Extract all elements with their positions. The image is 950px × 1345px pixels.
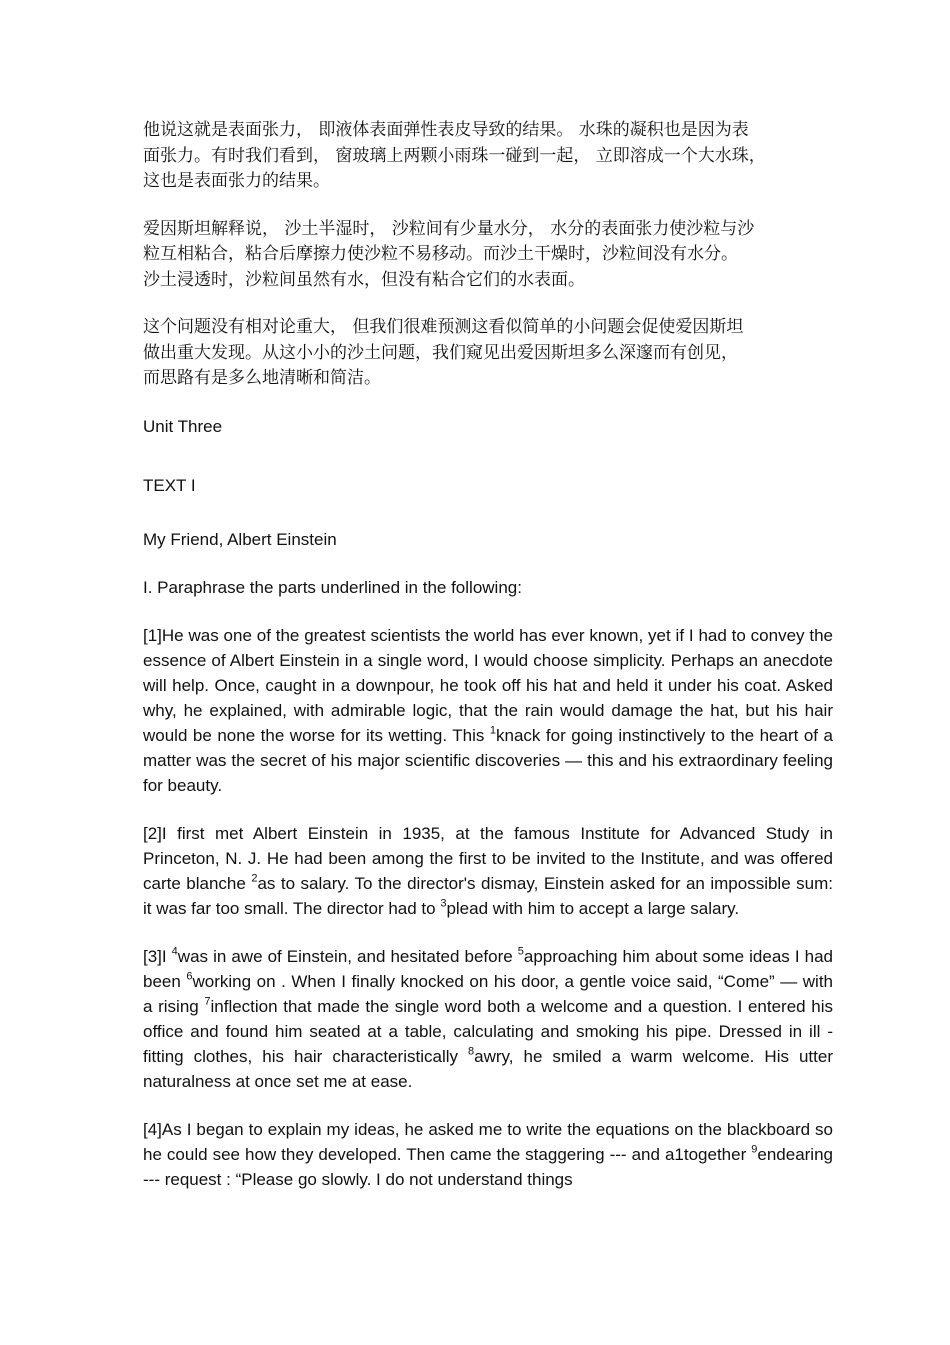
exercise-instruction: I. Paraphrase the parts underlined in the following: xyxy=(143,577,522,597)
footnote-marker: 9 xyxy=(751,1142,758,1155)
paragraph-3 xyxy=(143,944,833,1094)
unit-title: Unit Three xyxy=(143,416,223,436)
chinese-paragraph-3 xyxy=(143,315,833,392)
text-line: 粒互相粘合，粘合后摩擦力使沙粒不易移动。而沙土干燥时，沙粒间没有水分。 xyxy=(143,244,738,264)
paragraph-2 xyxy=(143,821,833,921)
chinese-paragraph-2 xyxy=(143,217,833,294)
paragraph-text: [2]I first met Albert Einstein in 1935, at the famous Institute for Advanced Study in Princeton, N. J. He had been among the first to be invited to the Institute, and was offered carte blanche xyxy=(143,823,833,893)
text-line: 爱因斯坦解释说， 沙土半湿时， 沙粒间有少量水分， 水分的表面张力使沙粒与沙 xyxy=(143,218,755,239)
footnote-marker: 1 xyxy=(489,723,497,736)
footnote-marker: 6 xyxy=(186,969,193,982)
footnote-marker: 2 xyxy=(251,871,258,884)
text-label: TEXT I xyxy=(143,475,196,495)
text-line: 这也是表面张力的结果。 xyxy=(143,171,330,191)
document-page xyxy=(143,118,833,1215)
text-line: 他说这就是表面张力， 即液体表面弹性表皮导致的结果。 水珠的凝积也是因为表 xyxy=(143,120,749,140)
paragraph-text: [1]He was one of the greatest scientists the world has ever known, yet if I had to convey the essence of Albert Einstein in a single word, I would choose simplicity. Perhaps an anecdote will help. Once, caught in a downpour, he took off his hat and held it under his coat. Asked why, he explained, with admirable logic, that the rain would damage the hat, but his hair would be none the worse for its wetting. This xyxy=(143,625,833,745)
paragraph-text: [3]I xyxy=(143,946,172,966)
paragraph-text: working on . When I finally knocked on his door, a gentle voice said, “Come” — with a rising xyxy=(143,971,834,1016)
footnote-marker: 3 xyxy=(440,896,447,909)
paragraph-text: awry, he smiled a warm welcome. His utter naturalness at once set me at ease. xyxy=(143,1046,833,1091)
paragraph-text: approaching him about some ideas I had been xyxy=(143,946,833,991)
paragraph-1 xyxy=(143,623,833,798)
chinese-paragraph-1 xyxy=(143,118,833,195)
footnote-marker: 4 xyxy=(171,944,178,957)
text-line: 这个问题没有相对论重大， 但我们很难预测这看似简单的小问题会促使爱因斯坦 xyxy=(143,317,744,337)
text-line: 面张力。有时我们看到， 窗玻璃上两颗小雨珠一碰到一起， 立即溶成一个大水珠， xyxy=(143,145,766,166)
footnote-marker: 8 xyxy=(468,1044,475,1057)
paragraph-text: [4]As I began to explain my ideas, he asked me to write the equations on the blackboard so he could see how they developed. Then came the staggering --- and a1together xyxy=(143,1119,833,1164)
paragraph-4 xyxy=(143,1117,833,1192)
paragraph-text: plead with him to accept a large salary. xyxy=(446,898,740,918)
paragraph-text: was in awe of Einstein, and hesitated before xyxy=(177,946,518,966)
paragraph-text: as to salary. To the director's dismay, Einstein asked for an impossible sum: it was far too small. The director had to xyxy=(143,873,833,918)
paragraph-text: endearing --- request : “Please go slowly. I do not understand things xyxy=(143,1144,833,1189)
text-line: 而思路有是多么地清晰和简洁。 xyxy=(143,368,381,388)
text-line: 沙土浸透时，沙粒间虽然有水，但没有粘合它们的水表面。 xyxy=(143,269,585,290)
paragraph-text: inflection that made the single word both a welcome and a question. I entered his office and found him seated at a table, calculating and smoking his pipe. Dressed in ill - fitting clothes, his hair characteristically xyxy=(143,996,833,1066)
article-title: My Friend, Albert Einstein xyxy=(143,529,337,549)
footnote-marker: 5 xyxy=(517,944,524,957)
text-line: 做出重大发现。从这小小的沙土问题，我们窥见出爱因斯坦多么深邃而有创见， xyxy=(143,342,738,363)
paragraph-text: knack for going instinctively to the heart of a matter was the secret of his major scientific discoveries — this and his extraordinary feeling for beauty. xyxy=(143,725,833,795)
footnote-marker: 7 xyxy=(204,994,211,1007)
